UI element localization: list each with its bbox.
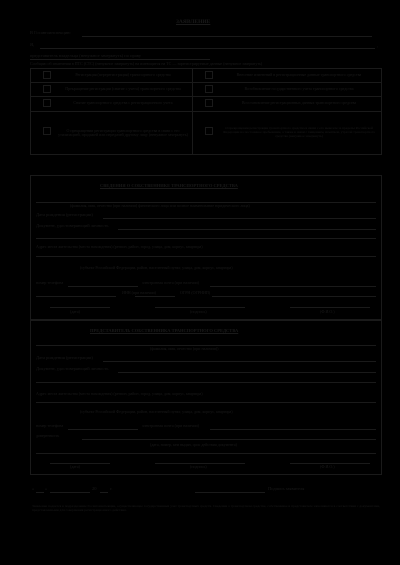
owner-address-hint: (субъект Российской Федерации, район, населенный пункт, улица, дом, корпус, квартира) — [80, 265, 233, 270]
owner-phone-label: номер телефона — [36, 280, 64, 285]
representative-extra-field[interactable] — [36, 382, 376, 383]
owner-sign-initials-field[interactable] — [290, 307, 370, 308]
option-checkbox-3[interactable] — [43, 85, 51, 93]
owner-sign-date-field[interactable] — [50, 307, 110, 308]
owner-sign-date-label: (дата) — [70, 309, 80, 314]
option-renewal: Возобновление государственного учета транспортного средства — [244, 86, 354, 92]
intro-line-1: представитель владельца (ненужное зачеркнуть) по праву — [30, 53, 141, 58]
representative-address-label: Адрес места жительства (места нахождения) (регион, район, город, улица, дом, корпус, квартира) — [36, 391, 203, 396]
option-registration: Регистрация (перерегистрация) транспортного средства — [75, 72, 171, 78]
representative-address-hint: (субъект Российской Федерации, район, населенный пункт, улица, дом, корпус, квартира) — [80, 409, 233, 414]
option-checkbox-1[interactable] — [43, 71, 51, 79]
owner-birth-label: Дата рождения (регистрации) — [36, 212, 93, 217]
owner-birth-field[interactable] — [103, 218, 376, 219]
representative-birth-field[interactable] — [103, 361, 376, 362]
applicant-label: Я, — [30, 42, 35, 47]
owner-email-label: электронная почта (при наличии) — [142, 280, 199, 285]
option-checkbox-2[interactable] — [205, 71, 213, 79]
owner-extra-field[interactable] — [36, 238, 376, 239]
option-removal: Снятие транспортного средства с регистрационного учета — [73, 100, 173, 106]
owner-name-hint: (фамилия, имя, отчество (при наличии) физического лица или полное наименование юридического лица) — [70, 203, 250, 208]
owner-sign-signature-label: (подпись) — [190, 309, 207, 314]
footer-year-prefix: 20 — [92, 486, 97, 491]
representative-email-label: электронная почта (при наличии) — [142, 423, 199, 428]
representative-document-field[interactable] — [118, 372, 376, 373]
footer-year-letter: г. — [110, 486, 113, 491]
representative-sign-date-label: (дата) — [70, 464, 80, 469]
representative-email-field[interactable] — [210, 429, 376, 430]
owner-sign-initials-label: (Ф.И.О.) — [320, 309, 335, 314]
option-termination: Прекращение регистрации (снятие с учета) транспортного средства — [65, 86, 181, 92]
owner-address-field[interactable] — [36, 256, 376, 257]
representative-document-label: Документ, удостоверяющий личность — [36, 366, 109, 371]
option-checkbox-4[interactable] — [205, 85, 213, 93]
owner-phone-field[interactable] — [68, 286, 138, 287]
owner-document-label: Документ, удостоверяющий личность — [36, 223, 109, 228]
option-export: О прекращении регистрации транспортного средства в связи с его вывозом за пределы Российской Федерации на постоянное пребывание, а также в связи с хищением, изъятием, утратой транспортного средства (ненужное зачеркнуть) — [222, 126, 376, 138]
owner-inn-field[interactable] — [135, 296, 175, 297]
footer-date-close: » — [45, 486, 48, 491]
representative-sign-initials-label: (Ф.И.О.) — [320, 464, 335, 469]
representative-authority-field[interactable] — [82, 439, 376, 440]
owner-ogrn-field[interactable] — [212, 296, 376, 297]
option-checkbox-5[interactable] — [43, 99, 51, 107]
representative-birth-label: Дата рождения (регистрации) — [36, 355, 93, 360]
representative-section — [30, 320, 382, 475]
representative-sign-date-field[interactable] — [50, 463, 110, 464]
footer-date-open: « — [32, 486, 35, 491]
owner-ogrn-label: ОГРН (ОГРНИП) — [180, 290, 211, 295]
option-restore: Восстановление регистрационных данных транспортного средства — [241, 100, 357, 106]
representative-name-hint: (фамилия, имя, отчество (при наличии)) — [150, 346, 219, 351]
option-checkbox-7[interactable] — [43, 127, 51, 135]
owner-document-field[interactable] — [118, 229, 376, 230]
representative-phone-field[interactable] — [68, 429, 138, 430]
recipient-field[interactable] — [82, 36, 372, 37]
owner-inn-label: ИНН (при наличии) — [122, 290, 156, 295]
footer-signature-field[interactable] — [195, 492, 265, 493]
owner-sign-signature-field[interactable] — [155, 307, 245, 308]
footer-year-field[interactable] — [100, 492, 108, 493]
option-change-data: Внесение изменений в регистрационные данные транспортного средства — [236, 72, 362, 78]
document-title: ЗАЯВЛЕНИЕ — [176, 19, 211, 25]
representative-address-field[interactable] — [36, 402, 376, 403]
representative-phone-label: номер телефона — [36, 423, 64, 428]
representative-authority-label: доверенность — [36, 433, 60, 438]
option-checkbox-6[interactable] — [205, 99, 213, 107]
intro-line-1-field — [30, 59, 210, 60]
footer-day-field[interactable] — [36, 492, 44, 493]
option-checkbox-8[interactable] — [205, 127, 213, 135]
representative-sign-signature-label: (подпись) — [190, 464, 207, 469]
owner-inn-pre-field[interactable] — [36, 296, 116, 297]
representative-section-title: ПРЕДСТАВИТЕЛЬ СОБСТВЕННИКА ТРАНСПОРТНОГО СРЕДСТВА — [90, 328, 239, 333]
owner-address-label: Адрес места жительства (места нахождения) (регион, район, город, улица, дом, корпус, квартира) — [36, 244, 203, 249]
applicant-field[interactable] — [40, 48, 375, 49]
representative-authority-hint: (дата, номер, кем выдан, срок действия документа) — [150, 442, 237, 447]
applicant-comma: , — [377, 43, 379, 48]
owner-email-field[interactable] — [210, 286, 376, 287]
owner-section-title: СВЕДЕНИЯ О СОБСТВЕННИКЕ ТРАНСПОРТНОГО СРЕДСТВА — [100, 183, 238, 188]
footer-month-field[interactable] — [50, 492, 90, 493]
option-utilization: О прекращении регистрации транспортного средства в связи с его утилизацией, продажей или передачей другому лицу (ненужное зачеркнуть) — [58, 127, 188, 137]
footer-note: Заявление подается в подразделение Госавтоинспекции, осуществляющее государственный учет транспортных средств. Сведения о транспортном средстве, собственнике и представителе заполняются в соответствии с документами, представленными для совершения регистрационного действия. — [32, 505, 380, 512]
representative-authority-extra-field[interactable] — [36, 453, 376, 454]
footer-signature-label: Подпись заявителя — [268, 486, 305, 491]
intro-line-2: Сообщаю об изменении в ПТС (СТС) (ненужное зачеркнуть) на имеющиеся на ТС — зарегистрируемые данные (ненужное зачеркнуть) — [30, 61, 263, 66]
recipient-label: В Госавтоинспекцию — [30, 30, 71, 35]
